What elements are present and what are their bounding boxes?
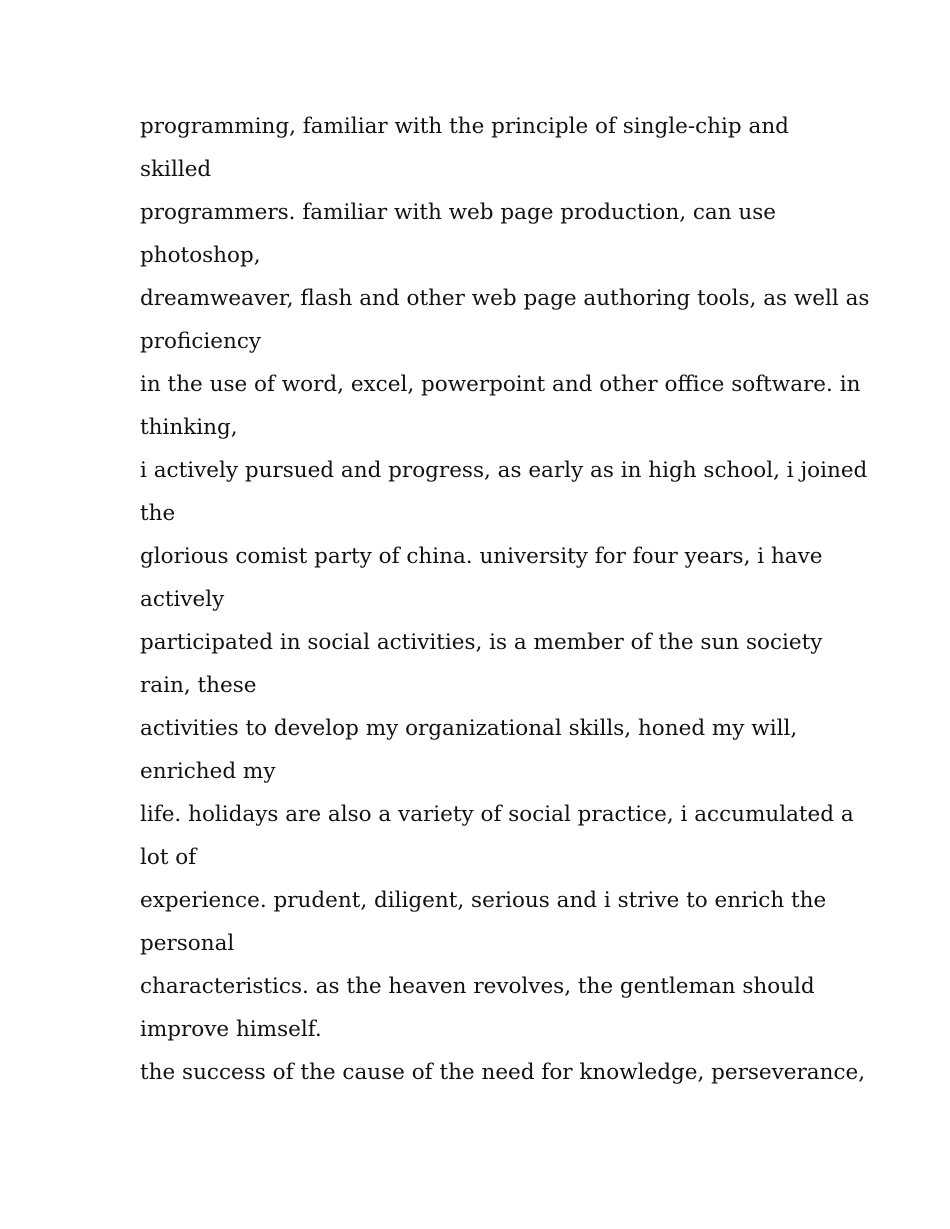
text-line: programmers. familiar with web page production, can use: [140, 200, 777, 225]
text-line: improve himself.: [140, 1017, 322, 1042]
text-line: the: [140, 501, 176, 526]
text-line: experience. prudent, diligent, serious and i strive to enrich the: [140, 888, 827, 913]
text-line: enriched my: [140, 759, 276, 784]
text-line: dreamweaver, flash and other web page authoring tools, as well as: [140, 286, 870, 311]
text-line: programming, familiar with the principle of single-chip and: [140, 114, 789, 139]
text-line: rain, these: [140, 673, 257, 698]
text-line: actively: [140, 587, 225, 612]
text-line: activities to develop my organizational skills, honed my will,: [140, 716, 798, 741]
text-line: in the use of word, excel, powerpoint and other office software. in: [140, 372, 861, 397]
text-line: glorious comist party of china. university for four years, i have: [140, 544, 823, 569]
text-line: the success of the cause of the need for knowledge, perseverance,: [140, 1060, 866, 1085]
text-line: photoshop,: [140, 243, 261, 268]
document-body: [140, 105, 870, 1094]
text-line: proficiency: [140, 329, 262, 354]
text-line: thinking,: [140, 415, 238, 440]
text-line: life. holidays are also a variety of social practice, i accumulated a: [140, 802, 854, 827]
text-line: characteristics. as the heaven revolves, the gentleman should: [140, 974, 815, 999]
text-line: personal: [140, 931, 235, 956]
text-line: i actively pursued and progress, as early as in high school, i joined: [140, 458, 868, 483]
text-line: lot of: [140, 845, 197, 870]
text-line: skilled: [140, 157, 212, 182]
text-line: participated in social activities, is a member of the sun society: [140, 630, 823, 655]
